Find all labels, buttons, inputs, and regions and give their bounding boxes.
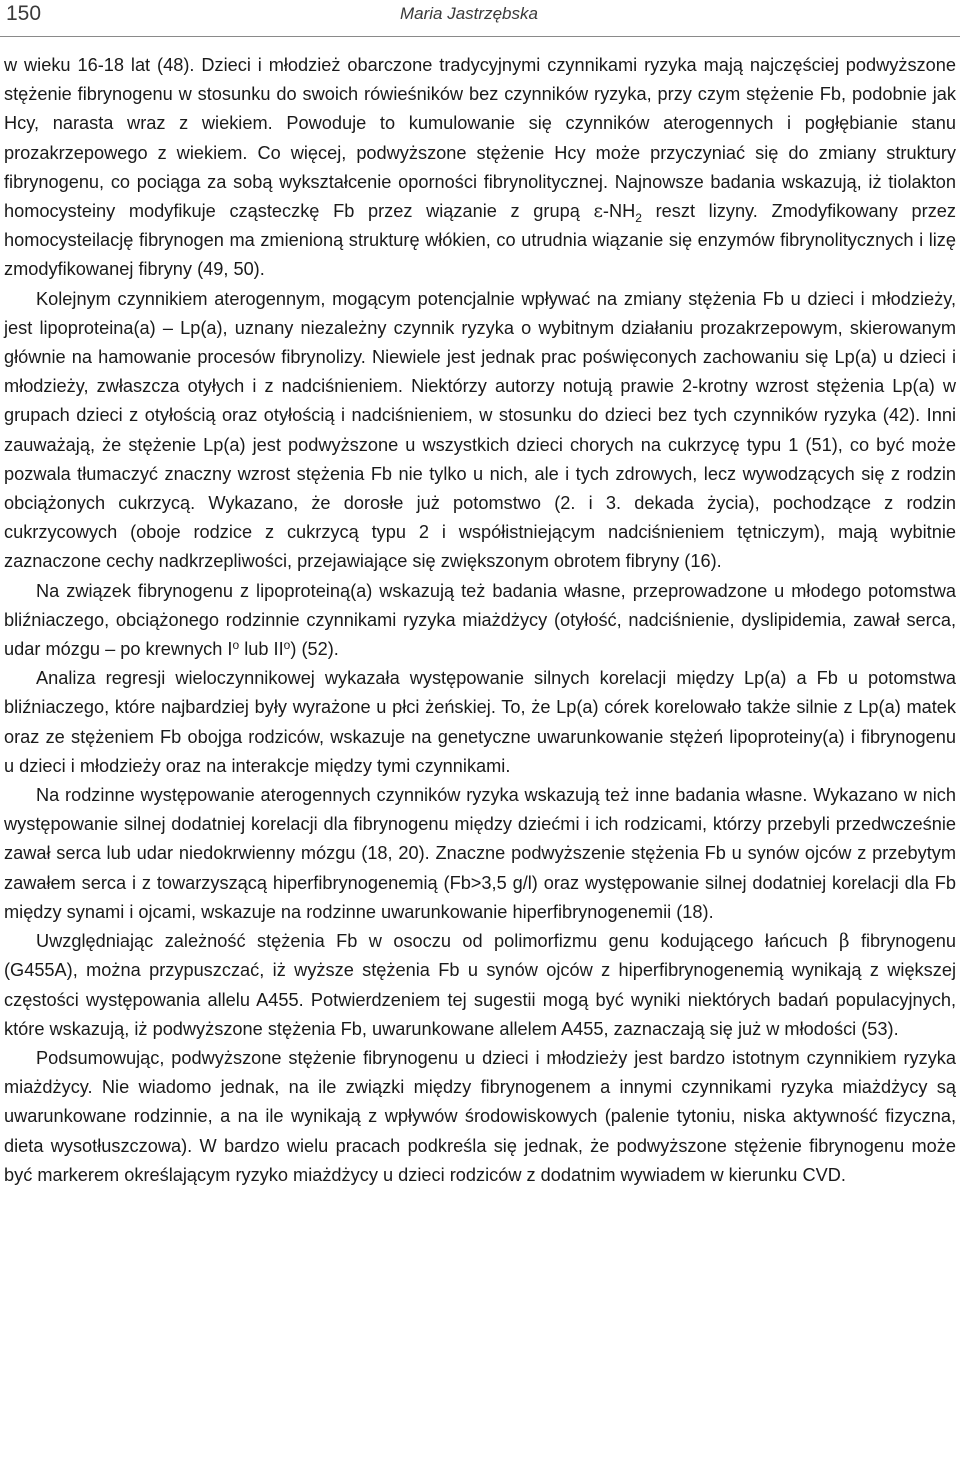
paragraph-3-text-c: ) (52). <box>290 639 339 660</box>
paragraph-1-text-c: reszt lizyny. Zmodyfikowany przez homocysteilację fibrynogen ma zmienioną strukturę włókien, co utrudnia wiązanie się enzymów fibrynolitycznych i lizę zmodyfikowanej fibryny (49, 50). <box>4 201 957 280</box>
paragraph-3-text-a: Na związek fibrynogenu z lipoproteiną(a) wskazują też badania własne, przeprowadzone u młodego potomstwa bliźniaczego, obciążonego rodzinnie czynnikami ryzyka miażdżycy (otyłość, nadciśnienie, dyslipidemia, zawał serca, udar mózgu – po krewnych I <box>4 580 956 660</box>
paragraph-1 <box>4 51 956 285</box>
subscript-2: 2 <box>635 211 642 226</box>
paragraph-3-text-b: lub II <box>239 639 284 660</box>
paragraph-6-text-b: fibrynogenu (G455A), można przypuszczać, iż wyższe stężenia Fb u synów ojców z hiperfibrynogenemią wynikają z większej częstości występowania allelu A455. Potwierdzeniem tej sugestii mogą być wyniki niektórych badań populacyjnych, które wskazują, iż podwyższone stężenia Fb, uwarunkowane allelem A455, zaznaczają się już w młodości (53). <box>4 931 957 1039</box>
superscript-degree-2: o <box>283 638 291 653</box>
header-divider <box>0 36 960 37</box>
paragraph-1-text-b: -NH <box>602 201 636 222</box>
paragraph-2: Kolejnym czynnikiem aterogennym, mogącym potencjalnie wpływać na zmiany stężenia Fb u dzieci i młodzieży, jest lipoproteina(a) – Lp(a), uznany niezależny czynnik ryzyka o wybitnym działaniu prozakrzepowym, skierowanym głównie na hamowanie procesów fibrynolizy. Niewiele jest jednak prac poświęconych zachowaniu się Lp(a) u dzieci i młodzieży, zwłaszcza otyłych i z nadciśnieniem. Niektórzy autorzy notują prawie 2-krotny wzrost stężenia Lp(a) w grupach dzieci z otyłością oraz otyłością i nadciśnieniem, w stosunku do dzieci bez tych czynników ryzyka (42). Inni zauważają, że stężenie Lp(a) jest podwyższone u wszystkich dzieci chorych na cukrzycę typu 1 (51), co być może pozwala tłumaczyć znaczny wzrost stężenia Fb nie tylko u nich, ale i tych zdrowych, lecz wywodzących się z rodzin obciążonych cukrzycą. Wykazano, że dorosłe już potomstwo (2. i 3. dekada życia), pochodzące z rodzin cukrzycowych (oboje rodzice z cukrzycą typu 2 i współistniejącym nadciśnieniem tętniczym), mają wybitnie zaznaczone cechy nadkrzepliwości, przejawiające się zwiększonym obrotem fibryny (16). <box>4 288 956 572</box>
page-number: 150 <box>6 2 42 25</box>
paragraph-7: Podsumowując, podwyższone stężenie fibrynogenu u dzieci i młodzieży jest bardzo istotnym czynnikiem ryzyka miażdżycy. Nie wiadomo jednak, na ile związki między fibrynogenem a innymi czynnikami ryzyka miażdżycy są uwarunkowane rodzinnie, a na ile wynikają z wpływów środowiskowych (palenie tytoniu, niska aktywność fizyczna, dieta wysotłuszczowa). W bardzo wielu pracach podkreśla się jednak, że podwyższone stężenie fibrynogenu może być markerem określającym ryzyko miażdżycy u dzieci rodziców z dodatnim wywiadem w kierunku CVD. <box>4 1047 956 1185</box>
paragraph-5: Na rodzinne występowanie aterogennych czynników ryzyka wskazują też inne badania własne. Wykazano w nich występowanie silnej dodatniej korelacji dla fibrynogenu między dziećmi i ich rodzicami, którzy przebyli przedwcześnie zawał serca lub udar niedokrwienny mózgu (18, 20). Znaczne podwyższenie stężenia Fb u synów ojców z przebytym zawałem serca i z towarzyszącą hiperfibrynogenemią (Fb>3,5 g/l) oraz występowanie silnej dodatniej korelacji dla Fb między synami i ojcami, wskazuje na rodzinne uwarunkowanie hiperfibrynogenemii (18). <box>4 785 956 922</box>
article-body <box>4 51 956 1190</box>
running-header-author: Maria Jastrzębska <box>400 4 538 23</box>
paragraph-6 <box>4 927 956 1044</box>
superscript-degree-1: o <box>232 638 240 653</box>
paragraph-6-text-a: Uwzględniając zależność stężenia Fb w osoczu od polimorfizmu genu kodującego łańcuch <box>36 931 840 952</box>
epsilon-symbol: ε <box>593 201 603 223</box>
page-header <box>0 0 960 36</box>
beta-symbol: β <box>839 931 850 953</box>
paragraph-3 <box>4 577 956 665</box>
paragraph-1-text-a: w wieku 16-18 lat (48). Dzieci i młodzież obarczone tradycyjnymi czynnikami ryzyka mają najczęściej podwyższone stężenie fibrynogenu w stosunku do swoich rówieśników bez czynników ryzyka, przy czym stężenie Fb, podobnie jak Hcy, narasta wraz z wiekiem. Powoduje to kumulowanie się czynników aterogennych i pogłębianie stanu prozakrzepowego z wiekiem. Co więcej, podwyższone stężenie Hcy może przyczyniać się do zmiany struktury fibrynogenu, co pociąga za sobą wykształcenie oporności fibrynolitycznej. Najnowsze badania wskazują, iż tiolakton homocysteiny modyfikuje cząsteczkę Fb przez wiązanie z grupą <box>4 55 956 222</box>
paragraph-4: Analiza regresji wieloczynnikowej wykazała występowanie silnych korelacji między Lp(a) a Fb u potomstwa bliźniaczego, które najbardziej były wyrażone u płci żeńskiej. To, że Lp(a) córek korelowało także silnie z Lp(a) matek oraz ze stężeniem Fb obojga rodziców, wskazuje na genetyczne uwarunkowanie stężeń lipoproteiny(a) i fibrynogenu u dzieci i młodzieży oraz na interakcje między tymi czynnikami. <box>4 668 956 776</box>
